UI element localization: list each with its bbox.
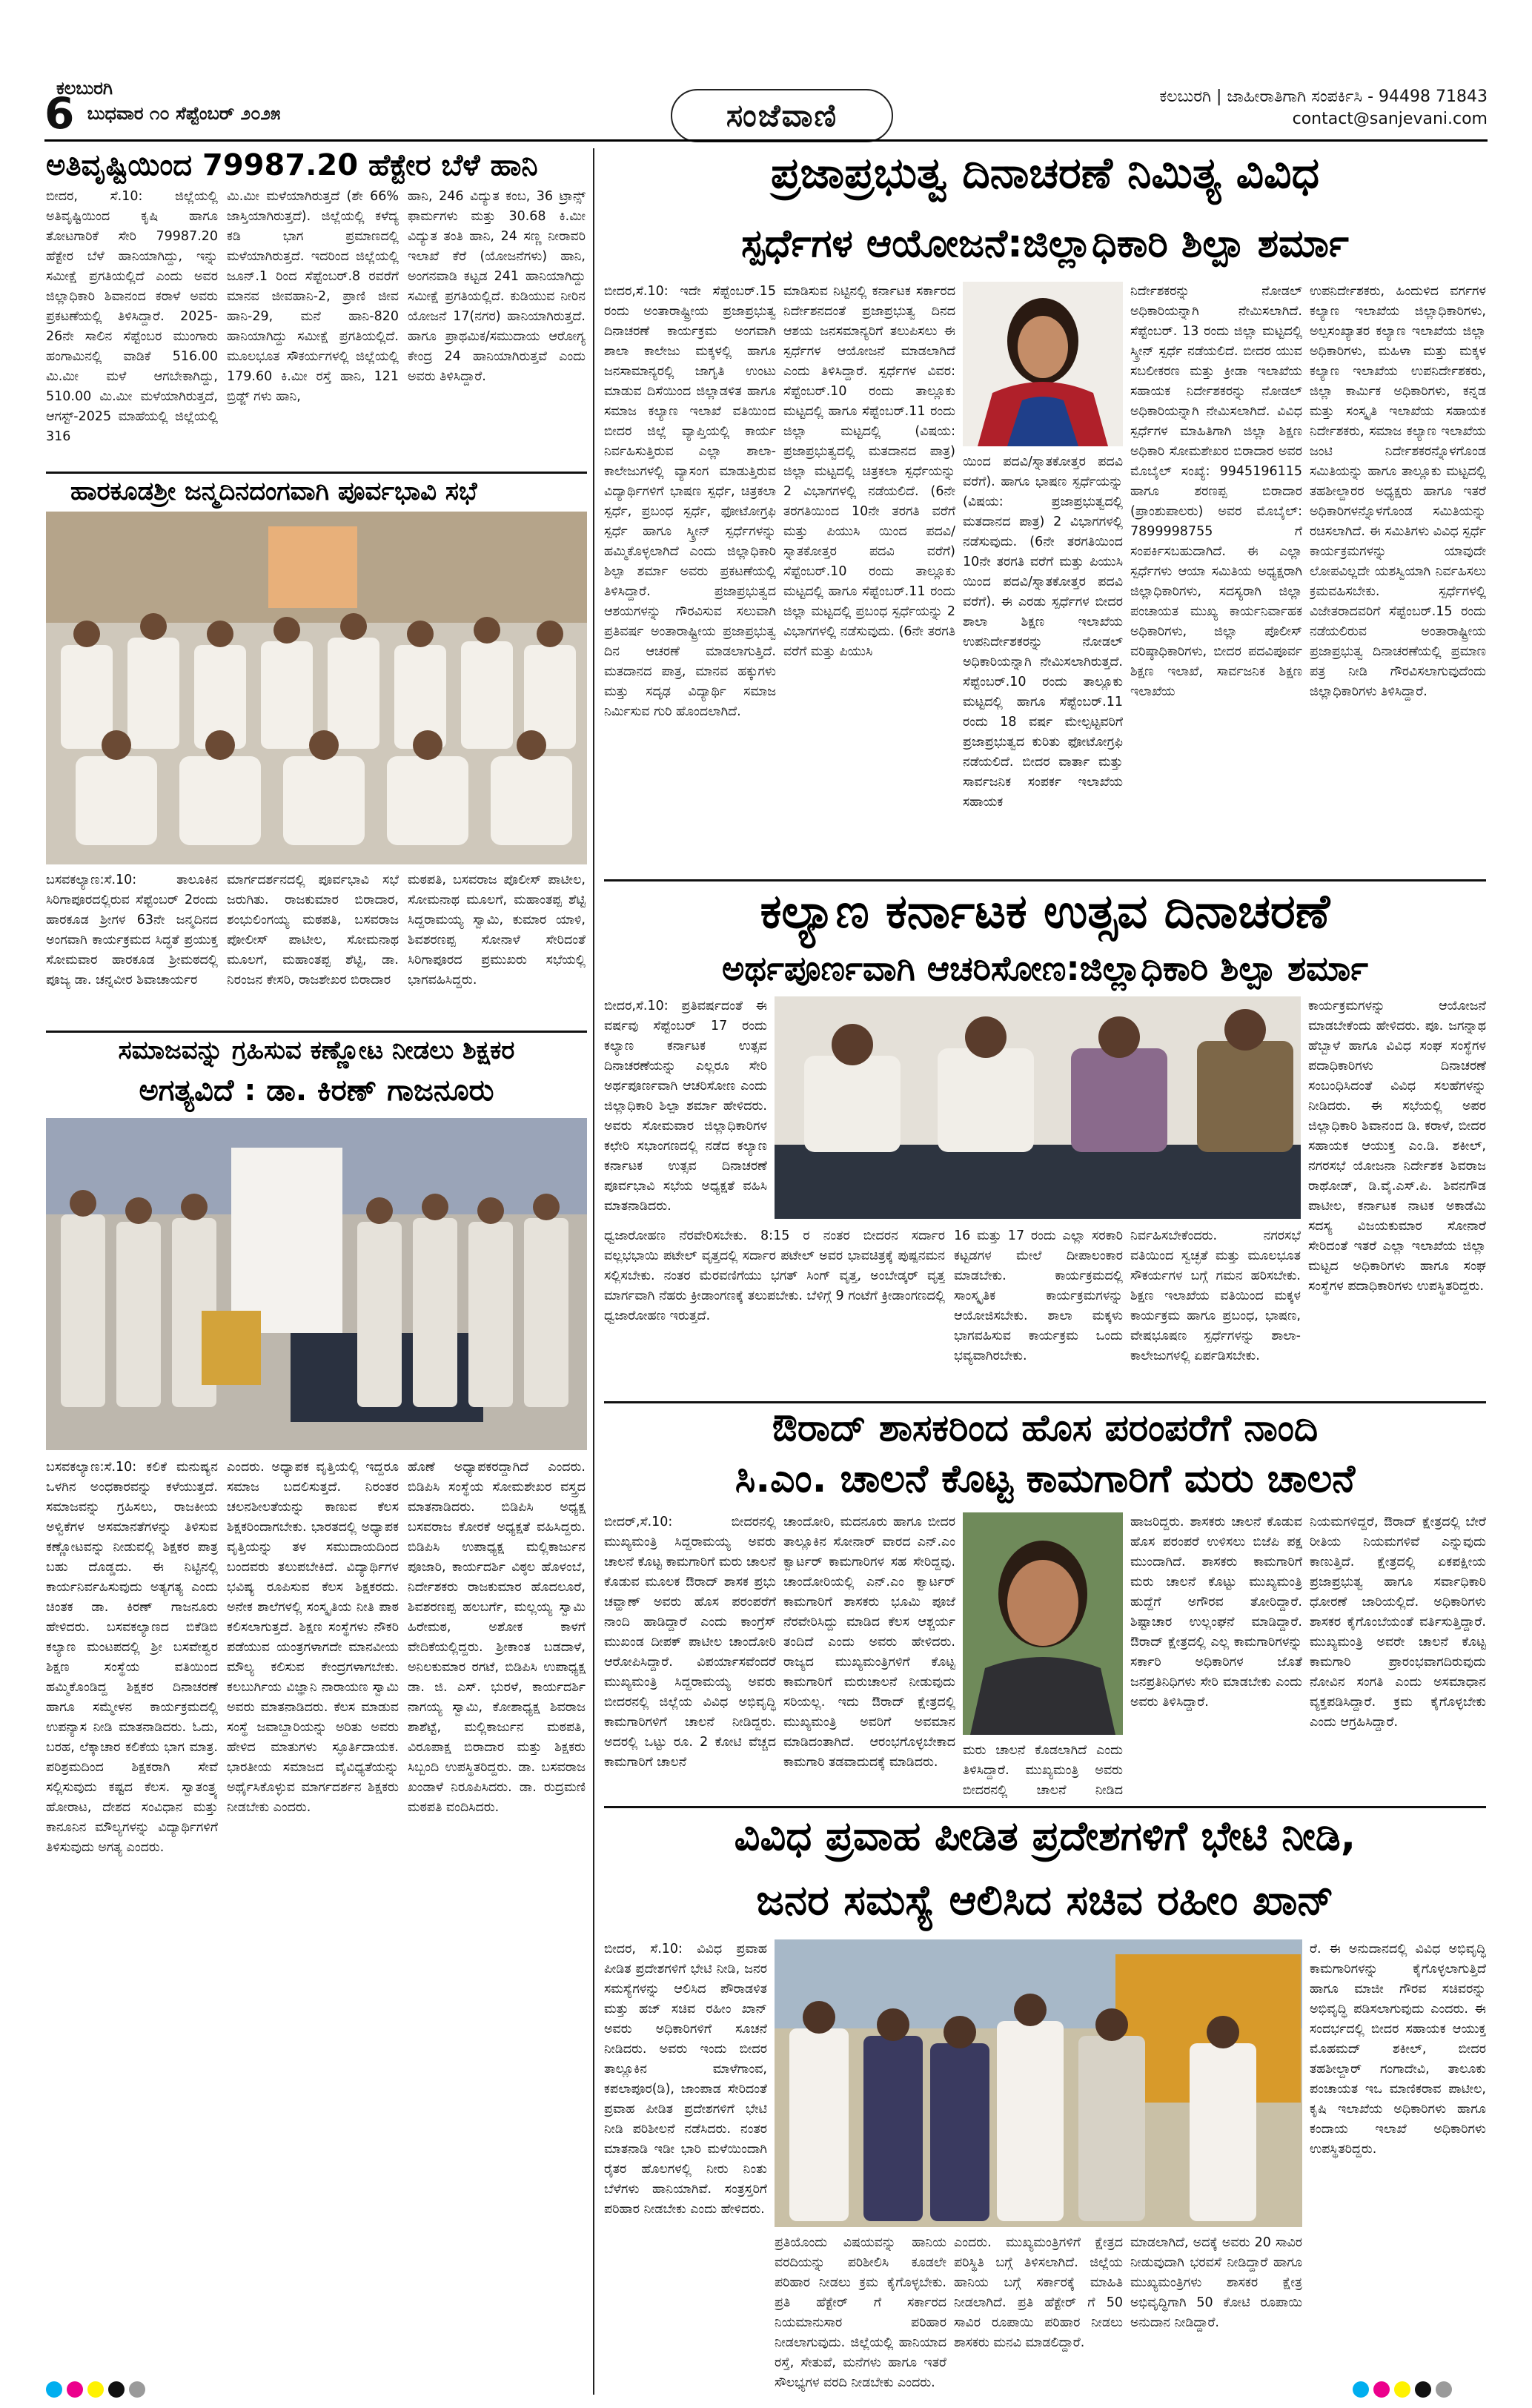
crop-loss-col-3: ಹಾನಿ, 246 ವಿದ್ಯುತ ಕಂಬ, 36 ಟ್ರಾನ್ಸ್ ಫಾರ್ಮಗಳು ಮತ್ತು 30.68 ಕಿ.ಮೀ ವಿದ್ಯುತ ತಂತಿ ಹಾನಿ, 24 ಸಣ್ಣ ನೀರಾವರಿ ಇಲಾಖೆ ಕೆರೆ (ಯೋಜನೆಗಳು) ಹಾನಿ, ಅಂಗನವಾಡಿ ಕಟ್ಟಡ 241 ಹಾನಿಯಾಗಿದ್ದು ಸಮೀಕ್ಷೆ ಪ್ರಗತಿಯಲ್ಲಿದೆ. ಕುಡಿಯುವ ನೀರಿನ ಯೋಜನೆ 17(ನಗರ) ಹಾನಿಯಾಗಿರುತ್ತದೆ. ಹಾಗೂ ಪ್ರಾಥಮಿಕ/ಸಮುದಾಯ ಆರೋಗ್ಯ ಕೇಂದ್ರ 24 ಹಾನಿಯಾಗಿರುತ್ತವೆ ಎಂದು ಅವರು ತಿಳಿಸಿದ್ದಾರೆ. (408, 189, 586, 384)
flood-col-1: ಬೀದರ, ಸೆ.10: ವಿವಿಧ ಪ್ರವಾಹ ಪೀಡಿತ ಪ್ರದೇಶಗಳಿಗೆ ಭೇಟಿ ನೀಡಿ, ಜನರ ಸಮಸ್ಯೆಗಳನ್ನು ಆಲಿಸಿದ ಪೌರಾಡಳಿತ ಮತ್ತು ಹಜ್ ಸಚಿವ ರಹೀಂ ಖಾನ್ ಅವರು ಅಧಿಕಾರಿಗಳಿಗೆ ಸೂಚನೆ ನೀಡಿದರು. ಅವರು ಇಂದು ಬೀದರ ತಾಲ್ಲೂಕಿನ ಮಾಳೆಗಾಂವ, ಕಪಲಾಪೂರ(ಡಿ), ಜಾಂಪಾಡ ಸೇರಿದಂತೆ ಪ್ರವಾಹ ಪೀಡಿತ ಪ್ರದೇಶಗಳಿಗೆ ಭೇಟಿ ನೀಡಿ ಪರಿಶೀಲನೆ ನಡೆಸಿದರು. ನಂತರ ಮಾತನಾಡಿ ಇಡೀ ಭಾರಿ ಮಳೆಯಿಂದಾಗಿ ರೈತರ ಹೊಲಗಳಲ್ಲಿ ನೀರು ನಿಂತು ಬೆಳೆಗಳು ಹಾನಿಯಾಗಿವೆ. ಸಂತ್ರಸ್ತರಿಗೆ ಪರಿಹಾರ ನೀಡಬೇಕು ಎಂದು ಹೇಳಿದರು. (604, 1942, 767, 2217)
teachers-headline-1: ಸಮಾಜವನ್ನು ಗ್ರಹಿಸುವ ಕಣ್ಣೋಟ ನೀಡಲು ಶಿಕ್ಷಕರ (118, 1036, 515, 1065)
flood-visit-photo (775, 1939, 1302, 2227)
teachers-col-2: ಎಂದರು. ಅಧ್ಯಾಪಕ ವೃತ್ತಿಯಲ್ಲಿ ಇದ್ದರೂ ಸಮಾಜ ಬದಲಿಸುತ್ತದೆ. ನಿರಂತರ ಚಲನಶೀಲತೆಯನ್ನು ಕಾಣುವ ಕೆಲಸ ಶಿಕ್ಷಕರಿಂದಾಗಬೇಕು. ಭಾರತದಲ್ಲಿ ಅಧ್ಯಾಪಕ ವೃತ್ತಿಯನ್ನು ತಳ ಸಮುದಾಯದಿಂದ ಬಂದವರು ತಲುಪಬೇಕಿದೆ. ವಿದ್ಯಾರ್ಥಿಗಳ ಭವಿಷ್ಯ ರೂಪಿಸುವ ಕೆಲಸ ಶಿಕ್ಷಕರದು. ಅನೇಕ ಶಾಲೆಗಳಲ್ಲಿ ಸಂಸ್ಕೃತಿಯ ನೀತಿ ಪಾಠ ಕಲಿಸಲಾಗುತ್ತದೆ. ಶಿಕ್ಷಣ ಸಂಸ್ಥೆಗಳು ನೌಕರಿ ಪಡೆಯುವ ಯಂತ್ರಗಳಾಗದೇ ಮಾನವೀಯ ಮೌಲ್ಯ ಕಲಿಸುವ ಕೇಂದ್ರಗಳಾಗಬೇಕು. ಕಲಬುರ್ಗಿಯ ವಿಜ್ಞಾನಿ ನಾರಾಯಣ ಸ್ವಾಮಿ ಅವರು ಮಾತನಾಡಿದರು. ಕೆಲಸ ಮಾಡುವ ಸಂಸ್ಥೆ ಜವಾಬ್ದಾರಿಯನ್ನು ಅರಿತು ಅವರು ಹೇಳಿದ ಮಾತುಗಳು ಸ್ಫೂರ್ತಿದಾಯಕ. ಭಾರತೀಯ ಸಮಾಜದ ವೈವಿಧ್ಯತೆಯನ್ನು ಅರ್ಥೈಸಿಕೊಳ್ಳುವ ಮಾರ್ಗದರ್ಶನ ಶಿಕ್ಷಕರು ನೀಡಬೇಕು ಎಂದರು. (227, 1460, 399, 1815)
reg-magenta-mark (1373, 2381, 1390, 2398)
header-city-left: ಕಲಬುರಗಿ (56, 78, 113, 99)
crop-loss-col-2: ಮಿ.ಮೀ ಮಳೆಯಾಗಿರುತ್ತದೆ (ಶೇ 66% ಜಾಸ್ತಿಯಾಗಿರುತ್ತದೆ). ಜಿಲ್ಲೆಯಲ್ಲಿ ಕಳೆದ್ಯ ಕಡಿ ಭಾಗ ಪ್ರಮಾಣದಲ್ಲಿ ಮಳೆಯಾಗಿರುತ್ತದೆ. ಇದರಿಂದ ಜಿಲ್ಲೆಯಲ್ಲಿ ಜೂನ್.1 ರಿಂದ ಸೆಪ್ಟೆಂಬರ್.8 ರವರೆಗೆ ಮಾನವ ಜೀವಹಾನಿ-2, ಪ್ರಾಣಿ ಜೀವ ಹಾನಿ-29, ಮನೆ ಹಾನಿ-820 ಹಾನಿಯಾಗಿದ್ದು ಸಮೀಕ್ಷೆ ಪ್ರಗತಿಯಲ್ಲಿದೆ. ಮೂಲಭೂತ ಸೌಕರ್ಯಗಳಲ್ಲಿ ಜಿಲ್ಲೆಯಲ್ಲಿ 179.60 ಕಿ.ಮೀ ರಸ್ತೆ ಹಾನಿ, 121 ಬ್ರಿಡ್ಜ್ ಗಳು ಹಾನಿ, (227, 189, 399, 404)
flood-col-3: ಎಂದರು. ಮುಖ್ಯಮಂತ್ರಿಗಳಿಗೆ ಕ್ಷೇತ್ರದ ಪರಿಸ್ಥಿತಿ ಬಗ್ಗೆ ತಿಳಿಸಲಾಗಿದೆ. ಜಿಲ್ಲೆಯ ಹಾನಿಯ ಬಗ್ಗೆ ಸರ್ಕಾರಕ್ಕೆ ಮಾಹಿತಿ ನೀಡಲಾಗಿದೆ. ಪ್ರತಿ ಹೆಕ್ಟೇರ್ ಗೆ 50 ಸಾವಿರ ರೂಪಾಯಿ ಪರಿಹಾರ ನೀಡಲು ಶಾಸಕರು ಮನವಿ ಮಾಡಲಿದ್ದಾರೆ. (954, 2235, 1123, 2350)
aurad-portrait (963, 1512, 1123, 1735)
reg-magenta-mark (67, 2381, 83, 2398)
teachers-headline-2: ಅಗತ್ಯವಿದೆ : ಡಾ. ಕಿರಣ್ ಗಾಜನೂರು (139, 1074, 494, 1108)
democracy-col-5: ಉಪನಿರ್ದೇಶಕರು, ಹಿಂದುಳಿದ ವರ್ಗಗಳ ಕಲ್ಯಾಣ ಇಲಾಖೆಯ ಜಿಲ್ಲಾಧಿಕಾರಿಗಳು, ಅಲ್ಪಸಂಖ್ಯಾತರ ಕಲ್ಯಾಣ ಇಲಾಖೆಯ ಜಿಲ್ಲಾ ಅಧಿಕಾರಿಗಳು, ಮಹಿಳಾ ಮತ್ತು ಮಕ್ಕಳ ಕಲ್ಯಾಣ ಇಲಾಖೆಯ ಉಪನಿರ್ದೇಶಕರು, ಜಿಲ್ಲಾ ಕಾರ್ಮಿಕ ಅಧಿಕಾರಿಗಳು, ಕನ್ನಡ ಮತ್ತು ಸಂಸ್ಕೃತಿ ಇಲಾಖೆಯ ಸಹಾಯಕ ನಿರ್ದೇಶಕರು, ಸಮಾಜ ಕಲ್ಯಾಣ ಇಲಾಖೆಯ ಜಂಟಿ ನಿರ್ದೇಶಕರನ್ನೊಳಗೊಂಡ ಸಮಿತಿಯನ್ನು ಹಾಗೂ ತಾಲ್ಲೂಕು ಮಟ್ಟದಲ್ಲಿ ತಹಶೀಲ್ದಾರರ ಅಧ್ಯಕ್ಷರು ಹಾಗೂ ಇತರೆ ಅಧಿಕಾರಿಗಳನ್ನೊಳಗೊಂಡ ಸಮಿತಿಯನ್ನು ರಚಿಸಲಾಗಿದೆ. ಈ ಸಮಿತಿಗಳು ವಿವಿಧ ಸ್ಪರ್ಧೆ ಕಾರ್ಯಕ್ರಮಗಳನ್ನು ಯಾವುದೇ ಲೋಪವಿಲ್ಲದೇ ಯಶಸ್ವಿಯಾಗಿ ನಿರ್ವಹಿಸಲು ಕ್ರಮವಹಿಸಬೇಕು. ಸ್ಪರ್ಧೆಗಳಲ್ಲಿ ವಿಜೇತರಾದವರಿಗೆ ಸೆಪ್ಟೆಂಬರ್.15 ರಂದು ನಡೆಯಲಿರುವ ಅಂತಾರಾಷ್ಟ್ರೀಯ ಪ್ರಜಾಪ್ರಭುತ್ವ ದಿನಾಚರಣೆಯಲ್ಲಿ ಪ್ರಮಾಣ ಪತ್ರ ನೀಡಿ ಗೌರವಿಸಲಾಗುವುದೆಂದು ಜಿಲ್ಲಾಧಿಕಾರಿಗಳು ತಿಳಿಸಿದ್ದಾರೆ. (1310, 284, 1486, 699)
flood-col-2: ಪ್ರತಿಯೊಂದು ವಿಷಯವನ್ನು ಹಾನಿಯ ವರದಿಯನ್ನು ಪರಿಶೀಲಿಸಿ ಕೂಡಲೇ ಪರಿಹಾರ ನೀಡಲು ಕ್ರಮ ಕೈಗೊಳ್ಳಬೇಕು. ಪ್ರತಿ ಹೆಕ್ಟೇರ್ ಗೆ ಸರ್ಕಾರದ ನಿಯಮಾನುಸಾರ ಪರಿಹಾರ ನೀಡಲಾಗುವುದು. ಜಿಲ್ಲೆಯಲ್ಲಿ ಹಾನಿಯಾದ ರಸ್ತೆ, ಸೇತುವೆ, ಮನೆಗಳು ಹಾಗೂ ಇತರೆ ಸೌಲಭ್ಯಗಳ ವರದಿ ನೀಡಬೇಕು ಎಂದರು. (775, 2235, 946, 2390)
aurad-col-1: ಬೀದರ್,ಸೆ.10: ಬೀದರನಲ್ಲಿ ಮುಖ್ಯಮಂತ್ರಿ ಸಿದ್ದರಾಮಯ್ಯ ಅವರು ಚಾಲನೆ ಕೊಟ್ಟ ಕಾಮಗಾರಿಗೆ ಮರು ಚಾಲನೆ ಕೊಡುವ ಮೂಲಕ ಔರಾದ್ ಶಾಸಕ ಪ್ರಭು ಚವ್ಹಾಣ್ ಅವರು ಹೊಸ ಪರಂಪರೆಗೆ ನಾಂದಿ ಹಾಡಿದ್ದಾರೆ ಎಂದು ಕಾಂಗ್ರೆಸ್ ಮುಖಂಡ ದೀಪಕ್ ಪಾಟೀಲ ಚಾಂದೋರಿ ಆರೋಪಿಸಿದ್ದಾರೆ. ವಿಪರ್ಯಾಸವೆಂದರೆ ಮುಖ್ಯಮಂತ್ರಿ ಸಿದ್ದರಾಮಯ್ಯ ಅವರು ಬೀದರನಲ್ಲಿ ಜಿಲ್ಲೆಯ ವಿವಿಧ ಅಭಿವೃದ್ಧಿ ಕಾಮಗಾರಿಗಳಿಗೆ ಚಾಲನೆ ನೀಡಿದ್ದರು. ಅದರಲ್ಲಿ ಒಟ್ಟು ರೂ. 2 ಕೋಟಿ ವೆಚ್ಚದ ಕಾಮಗಾರಿಗೆ ಚಾಲನೆ (604, 1515, 776, 1770)
section-divider (604, 1806, 1486, 1808)
harakudashri-col-1: ಬಸವಕಲ್ಯಾಣ:ಸೆ.10: ತಾಲೂಕಿನ ಸಿರಿಗಾಪೂರದಲ್ಲಿರುವ ಸೆಪ್ಟೆಂಬರ್ 2ರಂದು ಹಾರಕೂಡ ಶ್ರೀಗಳ 63ನೇ ಜನ್ಮದಿನದ ಅಂಗವಾಗಿ ಕಾರ್ಯಕ್ರಮದ ಸಿದ್ಧತೆ ಪ್ರಯುಕ್ತ ಸೋಮವಾರ ಹಾರಕೂಡ ಶ್ರೀಮಠದಲ್ಲಿ ಪೂಜ್ಯ ಡಾ. ಚನ್ನವೀರ ಶಿವಾಚಾರ್ಯರ (46, 873, 218, 988)
header-date: ಬುಧವಾರ ೧೦ ಸೆಪ್ಟೆಂಬರ್ ೨೦೨೫ (87, 103, 281, 124)
header-email[interactable]: contact@sanjevani.com (1292, 110, 1488, 128)
kalyana-bottom-col-2: 16 ಮತ್ತು 17 ರಂದು ಎಲ್ಲಾ ಸರಕಾರಿ ಕಟ್ಟಡಗಳ ಮೇಲೆ ದೀಪಾಲಂಕಾರ ಮಾಡಬೇಕು. ಕಾರ್ಯಕ್ರಮದಲ್ಲಿ ಸಾಂಸ್ಕೃತಿಕ ಕಾರ್ಯಕ್ರಮಗಳನ್ನು ಆಯೋಜಿಸಬೇಕು. ಶಾಲಾ ಮಕ್ಕಳು ಭಾಗವಹಿಸುವ ಕಾರ್ಯಕ್ರಮ ಒಂದು ಭವ್ಯವಾಗಿರಬೇಕು. (954, 1228, 1123, 1363)
flood-col-4: ಮಾಡಲಾಗಿದೆ, ಅದಕ್ಕೆ ಅವರು 20 ಸಾವಿರ ನೀಡುವುದಾಗಿ ಭರವಸೆ ನೀಡಿದ್ದಾರೆ ಹಾಗೂ ಮುಖ್ಯಮಂತ್ರಿಗಳು ಶಾಸಕರ ಕ್ಷೇತ್ರ ಅಭಿವೃದ್ಧಿಗಾಗಿ 50 ಕೋಟಿ ರೂಪಾಯಿ ಅನುದಾನ ನೀಡಿದ್ದಾರೆ. (1130, 2235, 1302, 2330)
flood-headline-1: ವಿವಿಧ ಪ್ರವಾಹ ಪೀಡಿತ ಪ್ರದೇಶಗಳಿಗೆ ಭೇಟಿ ನೀಡಿ, (734, 1813, 1356, 1859)
harakudashri-headline: ಹಾರಕೂಡಶ್ರೀ ಜನ್ಮದಿನದಂಗವಾಗಿ ಪೂರ್ವಭಾವಿ ಸಭೆ (70, 477, 477, 506)
header-city-right: ಕಲಬುರಗಿ (1159, 87, 1212, 106)
aurad-headline-1: ಔರಾದ್ ಶಾಸಕರಿಂದ ಹೊಸ ಪರಂಪರೆಗೆ ನಾಂದಿ (772, 1406, 1319, 1449)
section-divider (604, 879, 1486, 882)
header-ad-contact: ಜಾಹೀರಾತಿಗಾಗಿ ಸಂಪರ್ಕಿಸಿ - 94498 71843 (1227, 87, 1488, 106)
section-divider (46, 1031, 587, 1033)
section-divider (604, 1401, 1486, 1403)
democracy-col-1: ಬೀದರ,ಸೆ.10: ಇದೇ ಸೆಪ್ಟೆಂಬರ್.15 ರಂದು ಅಂತಾರಾಷ್ಟ್ರೀಯ ಪ್ರಜಾಪ್ರಭುತ್ವ ದಿನಾಚರಣೆ ಕಾರ್ಯಕ್ರಮ ಅಂಗವಾಗಿ ಶಾಲಾ ಕಾಲೇಜು ಮಕ್ಕಳಲ್ಲಿ ಹಾಗೂ ಜನಸಾಮಾನ್ಯರಲ್ಲಿ ಜಾಗೃತಿ ಉಂಟು ಮಾಡುವ ದಿಸೆಯಿಂದ ಜಿಲ್ಲಾಡಳಿತ ಹಾಗೂ ಸಮಾಜ ಕಲ್ಯಾಣ ಇಲಾಖೆ ವತಿಯಿಂದ ಬೀದರ ಜಿಲ್ಲೆ ವ್ಯಾಪ್ತಿಯಲ್ಲಿ ಕಾರ್ಯ ನಿರ್ವಹಿಸುತ್ತಿರುವ ಎಲ್ಲಾ ಶಾಲಾ-ಕಾಲೇಜುಗಳಲ್ಲಿ ವ್ಯಾಸಂಗ ಮಾಡುತ್ತಿರುವ ವಿದ್ಯಾರ್ಥಿಗಳಿಗೆ ಭಾಷಣ ಸ್ಪರ್ಧೆ, ಚಿತ್ರಕಲಾ ಸ್ಪರ್ಧೆ, ಪ್ರಬಂಧ ಸ್ಪರ್ಧೆ, ಫೋಟೋಗ್ರಫಿ ಸ್ಪರ್ಧೆ ಹಾಗೂ ಸ್ಕ್ರೀನ್ ಸ್ಪರ್ಧೆಗಳನ್ನು ಹಮ್ಮಿಕೊಳ್ಳಲಾಗಿದೆ ಎಂದು ಜಿಲ್ಲಾಧಿಕಾರಿ ಶಿಲ್ಪಾ ಶರ್ಮಾ ಅವರು ಪ್ರಕಟಣೆಯಲ್ಲಿ ತಿಳಿಸಿದ್ದಾರೆ. ಪ್ರಜಾಪ್ರಭುತ್ವದ ಆಶಯಗಳನ್ನು ಗೌರವಿಸುವ ಸಲುವಾಗಿ ಪ್ರತಿವರ್ಷ ಅಂತಾರಾಷ್ಟ್ರೀಯ ಪ್ರಜಾಪ್ರಭುತ್ವ ದಿನ ಆಚರಣೆ ಮಾಡಲಾಗುತ್ತಿದೆ. ಮತದಾನದ ಪಾತ್ರ, ಮಾನವ ಹಕ್ಕುಗಳು ಮತ್ತು ಸದೃಢ ವಿದ್ಯಾರ್ಥಿ ಸಮಾಜ ನಿರ್ಮಿಸುವ ಗುರಿ ಹೊಂದಲಾಗಿದೆ. (604, 284, 776, 719)
aurad-col-3: ಹಾಜರಿದ್ದರು. ಶಾಸಕರು ಚಾಲನೆ ಕೊಡುವ ಹೊಸ ಪರಂಪರೆ ಉಳಿಸಲು ಬಿಜೆಪಿ ಪಕ್ಷ ಮುಂದಾಗಿದೆ. ಶಾಸಕರು ಕಾಮಗಾರಿಗೆ ಮರು ಚಾಲನೆ ಕೊಟ್ಟು ಮುಖ್ಯಮಂತ್ರಿ ಹುದ್ದೆಗೆ ಅಗೌರವ ತೋರಿದ್ದಾರೆ. ಶಿಷ್ಟಾಚಾರ ಉಲ್ಲಂಘನೆ ಮಾಡಿದ್ದಾರೆ. ಔರಾದ್ ಕ್ಷೇತ್ರದಲ್ಲಿ ಎಲ್ಲ ಕಾಮಗಾರಿಗಳನ್ನು ಸರ್ಕಾರಿ ಅಧಿಕಾರಿಗಳ ಜೊತೆ ಜನಪ್ರತಿನಿಧಿಗಳು ಸೇರಿ ಮಾಡಬೇಕು ಎಂದು ಅವರು ತಿಳಿಸಿದ್ದಾರೆ. (1130, 1515, 1302, 1710)
teachers-col-3: ಹೊಣೆ ಅಧ್ಯಾಪಕರದ್ದಾಗಿದೆ ಎಂದರು. ಬಿಡಿಪಿಸಿ ಸಂಸ್ಥೆಯ ಸೋಮಶೇಖರ ವಸ್ತ್ರದ ಮಾತನಾಡಿದರು. ಬಿಡಿಪಿಸಿ ಅಧ್ಯಕ್ಷ ಬಸವರಾಜ ಕೋರಕೆ ಅಧ್ಯಕ್ಷತೆ ವಹಿಸಿದ್ದರು. ಬಿಡಿಪಿಸಿ ಉಪಾಧ್ಯಕ್ಷ ಮಲ್ಲಿಕಾರ್ಜುನ ಪೂಜಾರಿ, ಕಾರ್ಯದರ್ಶಿ ವಿಠ್ಠಲ ಹೊಳಂಬೆ, ನಿರ್ದೇಶಕರು ರಾಜಕುಮಾರ ಹೊದಲೂರೆ, ಶಿವಶರಣಪ್ಪ ಹಲಬರ್ಗೆ, ಮಲ್ಲಯ್ಯ ಸ್ವಾಮಿ ಹಿರೇಮಠ, ಅಶೋಕ ಕಾಳಗೆ ವೇದಿಕೆಯಲ್ಲಿದ್ದರು. ಶ್ರೀಕಾಂತ ಬಡದಾಳೆ, ಅನಿಲಕುಮಾರ ರಗಟೆ, ಬಿಡಿಪಿಸಿ ಉಪಾಧ್ಯಕ್ಷ ಡಾ. ಜಿ. ಎಸ್. ಭುರಳೆ, ಕಾರ್ಯದರ್ಶಿ ನಾಗಯ್ಯ ಸ್ವಾಮಿ, ಕೋಶಾಧ್ಯಕ್ಷ ಶಿವರಾಜ ಶಾಶೆಟ್ಟೆ, ಮಲ್ಲಿಕಾರ್ಜುನ ಮಠಪತಿ, ವಿರೂಪಾಕ್ಷ ಬಿರಾದಾರ ಮತ್ತು ಶಿಕ್ಷಕರು ಸಿಬ್ಬಂದಿ ಉಪಸ್ಥಿತರಿದ್ದರು. ಡಾ. ಬಸವರಾಜ ಖಂಡಾಳೆ ನಿರೂಪಿಸಿದರು. ಡಾ. ರುದ್ರಮಣಿ ಮಠಪತಿ ವಂದಿಸಿದರು. (408, 1460, 586, 1815)
democracy-headline-2: ಸ್ಪರ್ಧೆಗಳ ಆಯೋಜನೆ:ಜಿಲ್ಲಾಧಿಕಾರಿ ಶಿಲ್ಪಾ ಶರ್ಮಾ (741, 222, 1349, 266)
crop-loss-col-1: ಬೀದರ, ಸೆ.10: ಜಿಲ್ಲೆಯಲ್ಲಿ ಅತಿವೃಷ್ಟಿಯಿಂದ ಕೃಷಿ ಹಾಗೂ ತೋಟಗಾರಿಕೆ ಸೇರಿ 79987.20 ಹೆಕ್ಟೇರ ಬೆಳೆ ಹಾನಿಯಾಗಿದ್ದು, ಇನ್ನು ಸಮೀಕ್ಷೆ ಪ್ರಗತಿಯಲ್ಲಿದೆ ಎಂದು ಅವರ ಜಿಲ್ಲಾಧಿಕಾರಿ ಶಿವಾನಂದ ಕರಾಳೆ ಅವರು ಪ್ರಕಟಣೆಯಲ್ಲಿ ತಿಳಿಸಿದ್ದಾರೆ. 2025-26ನೇ ಸಾಲಿನ ಸೆಪ್ಟೆಂಬರ ಮುಂಗಾರು ಹಂಗಾಮಿನಲ್ಲಿ ವಾಡಿಕೆ 516.00 ಮಿ.ಮೀ ಮಳೆ ಆಗಬೇಕಾಗಿದ್ದು, 510.00 ಮಿ.ಮೀ ಮಳೆಯಾಗಿರುತ್ತದೆ, ಆಗಸ್ಟ್-2025 ಮಾಹೆಯಲ್ಲಿ ಜಿಲ್ಲೆಯಲ್ಲಿ 316 (46, 189, 218, 444)
democracy-col-4: ನಿರ್ದೇಶಕರನ್ನು ನೋಡಲ್ ಅಧಿಕಾರಿಯನ್ನಾಗಿ ನೇಮಿಸಲಾಗಿದೆ. ಸೆಪ್ಟೆಂಬರ್. 13 ರಂದು ಜಿಲ್ಲಾ ಮಟ್ಟದಲ್ಲಿ ಸ್ಕ್ರೀನ್ ಸ್ಪರ್ಧೆ ನಡೆಯಲಿದೆ. ಬೀದರ ಯುವ ಸಬಲೀಕರಣ ಮತ್ತು ಕ್ರೀಡಾ ಇಲಾಖೆಯ ಸಹಾಯಕ ನಿರ್ದೇಶಕರನ್ನು ನೋಡಲ್ ಅಧಿಕಾರಿಯನ್ನಾಗಿ ನೇಮಿಸಲಾಗಿದೆ. ವಿವಿಧ ಸ್ಪರ್ಧೆಗಳ ಮಾಹಿತಿಗಾಗಿ ಜಿಲ್ಲಾ ಶಿಕ್ಷಣ ಅಧಿಕಾರಿ ಸೋಮಶೇಖರ ಬಿರಾದಾರ ಅವರ ಮೊಬೈಲ್ ಸಂಖ್ಯೆ: 9945196115 ಹಾಗೂ ಶರಣಪ್ಪ ಬಿರಾದಾರ (ಪ್ರಾಂಶುಪಾಲರು) ಅವರ ಮೊಬೈಲ್: 7899998755 ಗೆ ಸಂಪರ್ಕಿಸಬಹುದಾಗಿದೆ. ಈ ಎಲ್ಲಾ ಸ್ಪರ್ಧೆಗಳು ಆಯಾ ಸಮಿತಿಯ ಅಧ್ಯಕ್ಷರಾಗಿ ಜಿಲ್ಲಾಧಿಕಾರಿಗಳು, ಸದಸ್ಯರಾಗಿ ಜಿಲ್ಲಾ ಪಂಚಾಯತ ಮುಖ್ಯ ಕಾರ್ಯನಿರ್ವಾಹಕ ಅಧಿಕಾರಿಗಳು, ಜಿಲ್ಲಾ ಪೊಲೀಸ್ ವರಿಷ್ಠಾಧಿಕಾರಿಗಳು, ಬೀದರ ಪದವಿಪೂರ್ವ ಶಿಕ್ಷಣ ಇಲಾಖೆ, ಸಾರ್ವಜನಿಕ ಶಿಕ್ಷಣ ಇಲಾಖೆಯ (1130, 284, 1302, 699)
flood-col-5: ರೆ. ಈ ಅನುದಾನದಲ್ಲಿ ವಿವಿಧ ಅಭಿವೃದ್ಧಿ ಕಾಮಗಾರಿಗಳನ್ನು ಕೈಗೊಳ್ಳಲಾಗುತ್ತಿದೆ ಹಾಗೂ ಮಾಜೀ ಗೌರವ ಸಚಿವರನ್ನು ಅಭಿವೃದ್ಧಿ ಪಡಿಸಲಾಗುವುದು ಎಂದರು. ಈ ಸಂದರ್ಭದಲ್ಲಿ ಬೀದರ ಸಹಾಯಕ ಆಯುಕ್ತ ಮೊಹಮದ್ ಶಕೀಲ್, ಬೀದರ ತಹಶೀಲ್ದಾರ್ ಗಂಗಾದೇವಿ, ತಾಲೂಕು ಪಂಚಾಯತ ಇಒ ಮಾಣಿಕರಾವ ಪಾಟೀಲ, ಕೃಷಿ ಇಲಾಖೆಯ ಅಧಿಕಾರಿಗಳು ಹಾಗೂ ಕಂದಾಯ ಇಲಾಖೆ ಅಧಿಕಾರಿಗಳು ಉಪಸ್ಥಿತರಿದ್ದರು. (1310, 1942, 1486, 2157)
reg-black-mark (108, 2381, 125, 2398)
kalyana-bottom-col-1: ಧ್ವಜಾರೋಹಣ ನೆರವೇರಿಸಬೇಕು. 8:15 ರ ನಂತರ ಬೀದರನ ಸರ್ದಾರ ವಲ್ಲಭಭಾಯಿ ಪಟೇಲ್ ವೃತ್ತದಲ್ಲಿ ಸರ್ದಾರ ಪಟೇಲ್ ಅವರ ಭಾವಚಿತ್ರಕ್ಕೆ ಪುಷ್ಪನಮನ ಸಲ್ಲಿಸಬೇಕು. ನಂತರ ಮೆರವಣಿಗೆಯು ಭಗತ್ ಸಿಂಗ್ ವೃತ್ತ, ಅಂಬೇಡ್ಕರ್ ವೃತ್ತ ಮಾರ್ಗವಾಗಿ ನೆಹರು ಕ್ರೀಡಾಂಗಣಕ್ಕೆ ತಲುಪಬೇಕು. ಬೆಳಿಗ್ಗೆ 9 ಗಂಟೆಗೆ ಕ್ರೀಡಾಂಗಣದಲ್ಲಿ ಧ್ವಜಾರೋಹಣ ಇರುತ್ತದೆ. (604, 1228, 945, 1323)
harakudashri-col-3: ಮಠಪತಿ, ಬಸವರಾಜ ಪೊಲೀಸ್ ಪಾಟೀಲ, ಸೋಮನಾಥ ಮೂಲಗೆ, ಮಹಾಂತಪ್ಪ ಶೆಟ್ಟಿ ಸಿದ್ದರಾಮಯ್ಯ ಸ್ವಾಮಿ, ಕುಮಾರ ಯಾಳಿ, ಶಿವಶರಣಪ್ಪ ಸೋನಾಳೆ ಸೇರಿದಂತೆ ಸಿರಿಗಾಪೂರದ ಪ್ರಮುಖರು ಸಭೆಯಲ್ಲಿ ಭಾಗವಹಿಸಿದ್ದರು. (408, 873, 586, 988)
reg-cyan-mark (1353, 2381, 1369, 2398)
reg-cyan-mark (46, 2381, 62, 2398)
registration-marks-right (1353, 2381, 1456, 2401)
masthead-text: ಸಂಜೆವಾಣಿ (726, 97, 838, 133)
kalyana-top-col: ಬೀದರ,ಸೆ.10: ಪ್ರತಿವರ್ಷದಂತೆ ಈ ವರ್ಷವು ಸೆಪ್ಟೆಂಬರ್ 17 ರಂದು ಕಲ್ಯಾಣ ಕರ್ನಾಟಕ ಉತ್ಸವ ದಿನಾಚರಣೆಯನ್ನು ಎಲ್ಲರೂ ಸೇರಿ ಅರ್ಥಪೂರ್ಣವಾಗಿ ಆಚರಿಸೋಣ ಎಂದು ಜಿಲ್ಲಾಧಿಕಾರಿ ಶಿಲ್ಪಾ ಶರ್ಮಾ ಹೇಳಿದರು. ಅವರು ಸೋಮವಾರ ಜಿಲ್ಲಾಧಿಕಾರಿಗಳ ಕಛೇರಿ ಸಭಾಂಗಣದಲ್ಲಿ ನಡೆದ ಕಲ್ಯಾಣ ಕರ್ನಾಟಕ ಉತ್ಸವ ದಿನಾಚರಣೆ ಪೂರ್ವಭಾವಿ ಸಭೆಯ ಅಧ್ಯಕ್ಷತೆ ವಹಿಸಿ ಮಾತನಾಡಿದರು. (604, 999, 767, 1214)
democracy-headline-1: ಪ್ರಜಾಪ್ರಭುತ್ವ ದಿನಾಚರಣೆ ನಿಮಿತ್ಯ ವಿವಿಧ (770, 148, 1320, 198)
masthead-logo (671, 89, 893, 142)
section-divider (46, 472, 587, 474)
reg-gray-mark (1436, 2381, 1452, 2398)
header-rule (44, 139, 1488, 142)
harakudashri-photo (46, 512, 587, 864)
kalyana-meeting-photo (775, 996, 1301, 1219)
shilpa-sharma-portrait (963, 282, 1123, 446)
registration-marks-left (46, 2381, 150, 2401)
democracy-col-2: ಮಾಡಿಸುವ ನಿಟ್ಟಿನಲ್ಲಿ ಕರ್ನಾಟಕ ಸರ್ಕಾರದ ನಿರ್ದೇಶನದಂತೆ ಪ್ರಜಾಪ್ರಭುತ್ವ ದಿನದ ಆಶಯ ಜನಸಮಾನ್ಯರಿಗೆ ತಲುಪಿಸಲು ಈ ಸ್ಪರ್ಧೆಗಳ ಆಯೋಜನೆ ಮಾಡಲಾಗಿದೆ ಎಂದು ತಿಳಿಸಿದ್ದಾರೆ. ಸ್ಪರ್ಧೆಗಳ ವಿವರ: ಸೆಪ್ಟೆಂಬರ್.10 ರಂದು ತಾಲ್ಲೂಕು ಮಟ್ಟದಲ್ಲಿ ಹಾಗೂ ಸೆಪ್ಟೆಂಬರ್.11 ರಂದು ಜಿಲ್ಲಾ ಮಟ್ಟದಲ್ಲಿ (ವಿಷಯ: ಪ್ರಜಾಪ್ರಭುತ್ವದಲ್ಲಿ ಮತದಾನದ ಪಾತ್ರ) ಜಿಲ್ಲಾ ಮಟ್ಟದಲ್ಲಿ ಚಿತ್ರಕಲಾ ಸ್ಪರ್ಧೆಯನ್ನು 2 ವಿಭಾಗಗಳಲ್ಲಿ ನಡೆಯಲಿದೆ. (6ನೇ ತರಗತಿಯಿಂದ 10ನೇ ತರಗತಿ ವರೆಗೆ ಮತ್ತು ಪಿಯುಸಿ ಯಿಂದ ಪದವಿ/ಸ್ನಾತಕೋತ್ತರ ಪದವಿ ವರೆಗೆ) ಸೆಪ್ಟೆಂಬರ್.10 ರಂದು ತಾಲ್ಲೂಕು ಮಟ್ಟದಲ್ಲಿ ಹಾಗೂ ಸೆಪ್ಟೆಂಬರ್.11 ರಂದು ಜಿಲ್ಲಾ ಮಟ್ಟದಲ್ಲಿ ಪ್ರಬಂಧ ಸ್ಪರ್ಧೆಯನ್ನು 2 ವಿಭಾಗಗಳಲ್ಲಿ ನಡೆಸುವುದು. (6ನೇ ತರಗತಿ ವರೆಗೆ ಮತ್ತು ಪಿಯುಸಿ (783, 284, 955, 659)
reg-black-mark (1415, 2381, 1431, 2398)
reg-yellow-mark (87, 2381, 104, 2398)
aurad-col-2: ಚಾಂದೋರಿ, ಮದನೂರು ಹಾಗೂ ಬೀದರ ತಾಲ್ಲೂಕಿನ ಸೋನಾರ್ ವಾರದ ಎನ್.ಎಂ ಕ್ವಾರ್ಟರ್ ಕಾಮಗಾರಿಗಳ ಸಹ ಸೇರಿದ್ದವು. ಚಾಂದೋರಿಯಲ್ಲಿ ಎನ್.ಎಂ ಕ್ವಾರ್ಟರ್ ಕಾಮಗಾರಿಗೆ ಶಾಸಕರು ಭೂಮಿ ಪೂಜೆ ನೆರವೇರಿಸಿದ್ದು ಮಾಡಿದ ಕೆಲಸ ಆಶ್ಚರ್ಯ ತಂದಿದೆ ಎಂದು ಅವರು ಹೇಳಿದರು. ರಾಜ್ಯದ ಮುಖ್ಯಮಂತ್ರಿಗಳಿಗೆ ಕೊಟ್ಟ ಕಾಮಗಾರಿಗೆ ಮರುಚಾಲನೆ ನೀಡುವುದು ಸರಿಯಲ್ಲ. ಇದು ಔರಾದ್ ಕ್ಷೇತ್ರದಲ್ಲಿ ಮುಖ್ಯಮಂತ್ರಿ ಅವರಿಗೆ ಅವಮಾನ ಮಾಡಿದಂತಾಗಿದೆ. ಆರಂಭಗೊಳ್ಳಬೇಕಾದ ಕಾಮಗಾರಿ ತಡವಾದುದಕ್ಕೆ ಮಾಡಿದರು. (783, 1515, 955, 1770)
democracy-col-3: ಯಿಂದ ಪದವಿ/ಸ್ನಾತಕೋತ್ತರ ಪದವಿ ವರೆಗೆ). ಹಾಗೂ ಭಾಷಣ ಸ್ಪರ್ಧೆಯನ್ನು (ವಿಷಯ: ಪ್ರಜಾಪ್ರಭುತ್ವದಲ್ಲಿ ಮತದಾನದ ಪಾತ್ರ) 2 ವಿಭಾಗಗಳಲ್ಲಿ ನಡೆಸುವುದು. (6ನೇ ತರಗತಿಯಿಂದ 10ನೇ ತರಗತಿ ವರೆಗೆ ಮತ್ತು ಪಿಯುಸಿ ಯಿಂದ ಪದವಿ/ಸ್ನಾತಕೋತ್ತರ ಪದವಿ ವರೆಗೆ). ಈ ಎರಡು ಸ್ಪರ್ಧೆಗಳ ಬೀದರ ಶಾಲಾ ಶಿಕ್ಷಣ ಇಲಾಖೆಯ ಉಪನಿರ್ದೇಶಕರನ್ನು ನೋಡಲ್ ಅಧಿಕಾರಿಯನ್ನಾಗಿ ನೇಮಿಸಲಾಗಿರುತ್ತದೆ. ಸೆಪ್ಟೆಂಬರ್.10 ರಂದು ತಾಲ್ಲೂಕು ಮಟ್ಟದಲ್ಲಿ ಹಾಗೂ ಸೆಪ್ಟೆಂಬರ್.11 ರಂದು 18 ವರ್ಷ ಮೇಲ್ಪಟ್ಟವರಿಗೆ ಪ್ರಜಾಪ್ರಭುತ್ವದ ಕುರಿತು ಫೋಟೋಗ್ರಫಿ ನಡೆಯಲಿದೆ. ಬೀದರ ವಾರ್ತಾ ಮತ್ತು ಸಾರ್ವಜನಿಕ ಸಂಪರ್ಕ ಇಲಾಖೆಯ ಸಹಾಯಕ (963, 454, 1123, 810)
aurad-col-4: ನಿಯಮಗಳಿದ್ದರೆ, ಔರಾದ್ ಕ್ಷೇತ್ರದಲ್ಲಿ ಬೇರೆ ರೀತಿಯ ನಿಯಮಗಳಿವೆ ಎನ್ನುವುದು ಕಾಣುತ್ತಿದೆ. ಕ್ಷೇತ್ರದಲ್ಲಿ ಏಕಪಕ್ಷೀಯ ಪ್ರಜಾಪ್ರಭುತ್ವ ಹಾಗೂ ಸರ್ವಾಧಿಕಾರಿ ಧೋರಣೆ ಜಾರಿಯಲ್ಲಿದೆ. ಅಧಿಕಾರಿಗಳು ಶಾಸಕರ ಕೈಗೊಂಬೆಯಂತೆ ವರ್ತಿಸುತ್ತಿದ್ದಾರೆ. ಮುಖ್ಯಮಂತ್ರಿ ಅವರೇ ಚಾಲನೆ ಕೊಟ್ಟ ಕಾಮಗಾರಿ ಪ್ರಾರಂಭವಾಗದಿರುವುದು ನೋವಿನ ಸಂಗತಿ ಎಂದು ಅಸಮಾಧಾನ ವ್ಯಕ್ತಪಡಿಸಿದ್ದಾರೆ. ಕ್ರಮ ಕೈಗೊಳ್ಳಬೇಕು ಎಂದು ಆಗ್ರಹಿಸಿದ್ದಾರೆ. (1310, 1515, 1486, 1730)
page-number: 6 (44, 88, 75, 139)
kalyana-bottom-col-3: ನಿರ್ವಹಿಸಬೇಕೆಂದರು. ನಗರಸಭೆ ವತಿಯಿಂದ ಸ್ವಚ್ಛತೆ ಮತ್ತು ಮೂಲಭೂತ ಸೌಕರ್ಯಗಳ ಬಗ್ಗೆ ಗಮನ ಹರಿಸಬೇಕು. ಶಿಕ್ಷಣ ಇಲಾಖೆಯ ವತಿಯಿಂದ ಮಕ್ಕಳ ಕಾರ್ಯಕ್ರಮ ಹಾಗೂ ಪ್ರಬಂಧ, ಭಾಷಣ, ವೇಷಭೂಷಣ ಸ್ಪರ್ಧೆಗಳನ್ನು ಶಾಲಾ-ಕಾಲೇಜುಗಳಲ್ಲಿ ಏರ್ಪಡಿಸಬೇಕು. (1130, 1228, 1301, 1363)
page-header-right: ಕಲಬುರಗಿ | ಜಾಹೀರಾತಿಗಾಗಿ ಸಂಪರ್ಕಿಸಿ - 94498 71843 contact@sanjevani.com (1159, 86, 1488, 130)
harakudashri-col-2: ಮಾರ್ಗದರ್ಶನದಲ್ಲಿ ಪೂರ್ವಭಾವಿ ಸಭೆ ಜರುಗಿತು. ರಾಜಕುಮಾರ ಬಿರಾದಾರ, ಶಂಭುಲಿಂಗಯ್ಯ ಮಠಪತಿ, ಬಸವರಾಜ ಪೋಲೀಸ್ ಪಾಟೀಲ, ಸೋಮನಾಥ ಮೂಲಗೆ, ಮಹಾಂತಪ್ಪ ಶೆಟ್ಟಿ, ಡಾ. ನಿರಂಜನ ಕೇಸರಿ, ರಾಜಶೇಖರ ಬಿರಾದಾರ (227, 873, 399, 988)
crop-loss-headline: ಅತಿವೃಷ್ಟಿಯಿಂದ 79987.20 ಹೆಕ್ಟೇರ ಬೆಳೆ ಹಾನಿ (46, 148, 538, 182)
column-divider (593, 148, 594, 2395)
kalyana-headline-2: ಅರ್ಥಪೂರ್ಣವಾಗಿ ಆಚರಿಸೋಣ:ಜಿಲ್ಲಾಧಿಕಾರಿ ಶಿಲ್ಪಾ ಶರ್ಮಾ (722, 948, 1368, 988)
aurad-caption-col: ಮರು ಚಾಲನೆ ಕೊಡಲಾಗಿದೆ ಎಂದು ತಿಳಿಸಿದ್ದಾರೆ. ಮುಖ್ಯಮಂತ್ರಿ ಅವರು ಬೀದರನಲ್ಲಿ ಚಾಲನೆ ನೀಡಿದ (963, 1743, 1123, 1798)
flood-headline-2: ಜನರ ಸಮಸ್ಯೆ ಆಲಿಸಿದ ಸಚಿವ ರಹೀಂ ಖಾನ್ (756, 1876, 1334, 1925)
reg-gray-mark (129, 2381, 145, 2398)
teachers-col-1: ಬಸವಕಲ್ಯಾಣ:ಸೆ.10: ಕಲಿಕೆ ಮನುಷ್ಯನ ಒಳಗಿನ ಅಂಧಕಾರವನ್ನು ಕಳೆಯುತ್ತದೆ. ಸಮಾಜವನ್ನು ಗ್ರಹಿಸಲು, ರಾಜಕೀಯ ಅಳ್ವಿಕೆಗಳ ಅಸಮಾನತೆಗಳನ್ನು ತಿಳಿಸುವ ಕಣ್ಣೋಟವನ್ನು ನೀಡುವಲ್ಲಿ ಶಿಕ್ಷಕರ ಪಾತ್ರ ಬಹು ದೊಡ್ಡದು. ಈ ನಿಟ್ಟಿನಲ್ಲಿ ಕಾರ್ಯನಿರ್ವಹಿಸುವುದು ಅತ್ಯಗತ್ಯ ಎಂದು ಚಿಂತಕ ಡಾ. ಕಿರಣ್ ಗಾಜನೂರು ಹೇಳಿದರು. ಬಸವಕಲ್ಯಾಣದ ಬಿಕೆಡಿಬಿ ಕಲ್ಯಾಣ ಮಂಟಪದಲ್ಲಿ ಶ್ರೀ ಬಸವೇಶ್ವರ ಶಿಕ್ಷಣ ಸಂಸ್ಥೆಯ ವತಿಯಿಂದ ಹಮ್ಮಿಕೊಂಡಿದ್ದ ಶಿಕ್ಷಕರ ದಿನಾಚರಣೆ ಹಾಗೂ ಸಮ್ಮೇಳನ ಕಾರ್ಯಕ್ರಮದಲ್ಲಿ ಉಪನ್ಯಾಸ ನೀಡಿ ಮಾತನಾಡಿದರು. ಓದು, ಬರಹ, ಲೆಕ್ಕಾಚಾರ ಕಲಿಕೆಯ ಭಾಗ ಮಾತ್ರ. ಪರಿಶ್ರಮದಿಂದ ಶಿಕ್ಷಕರಾಗಿ ಸೇವೆ ಸಲ್ಲಿಸುವುದು ಕಷ್ಟದ ಕೆಲಸ. ಸ್ವಾತಂತ್ರ್ಯ ಹೋರಾಟ, ದೇಶದ ಸಂವಿಧಾನ ಮತ್ತು ಕಾನೂನಿನ ಮೌಲ್ಯಗಳನ್ನು ವಿದ್ಯಾರ್ಥಿಗಳಿಗೆ ತಿಳಿಸುವುದು ಅಗತ್ಯ ಎಂದರು. (46, 1460, 218, 1855)
reg-yellow-mark (1394, 2381, 1410, 2398)
teachers-photo (46, 1118, 587, 1450)
page-header-left (44, 78, 280, 139)
aurad-headline-2: ಸಿ.ಎಂ. ಚಾಲನೆ ಕೊಟ್ಟ ಕಾಮಗಾರಿಗೆ ಮರು ಚಾಲನೆ (735, 1457, 1356, 1501)
kalyana-right-col: ಕಾರ್ಯಕ್ರಮಗಳನ್ನು ಆಯೋಜನೆ ಮಾಡಬೇಕೆಂದು ಹೇಳಿದರು. ಪೂ. ಜಗನ್ನಾಥ ಹೆಬ್ಬಾಳೆ ಹಾಗೂ ವಿವಿಧ ಸಂಘ ಸಂಸ್ಥೆಗಳ ಪದಾಧಿಕಾರಿಗಳು ದಿನಾಚರಣೆ ಸಂಬಂಧಿಸಿದಂತೆ ವಿವಿಧ ಸಲಹೆಗಳನ್ನು ನೀಡಿದರು. ಈ ಸಭೆಯಲ್ಲಿ ಅಪರ ಜಿಲ್ಲಾಧಿಕಾರಿ ಶಿವಾನಂದ ಡಿ. ಕರಾಳೆ, ಬೀದರ ಸಹಾಯಕ ಆಯುಕ್ತ ಎಂ.ಡಿ. ಶಕೀಲ್, ನಗರಸಭೆ ಯೋಜನಾ ನಿರ್ದೇಶಕ ಶಿವರಾಜ ರಾಥೋಡ್, ಡಿ.ವೈ.ಎಸ್.ಪಿ. ಶಿವನಗೌಡ ಪಾಟೀಲ, ಕರ್ನಾಟಕ ನಾಟಕ ಅಕಾಡೆಮಿ ಸದಸ್ಯ ವಿಜಯಕುಮಾರ ಸೋನಾರೆ ಸೇರಿದಂತೆ ಇತರೆ ಎಲ್ಲಾ ಇಲಾಖೆಯ ಜಿಲ್ಲಾ ಮಟ್ಟದ ಅಧಿಕಾರಿಗಳು ಹಾಗೂ ಸಂಘ ಸಂಸ್ಥೆಗಳ ಪದಾಧಿಕಾರಿಗಳು ಉಪಸ್ಥಿತರಿದ್ದರು. (1308, 999, 1486, 1294)
kalyana-headline-1: ಕಲ್ಯಾಣ ಕರ್ನಾಟಕ ಉತ್ಸವ ದಿನಾಚರಣೆ (760, 884, 1330, 939)
